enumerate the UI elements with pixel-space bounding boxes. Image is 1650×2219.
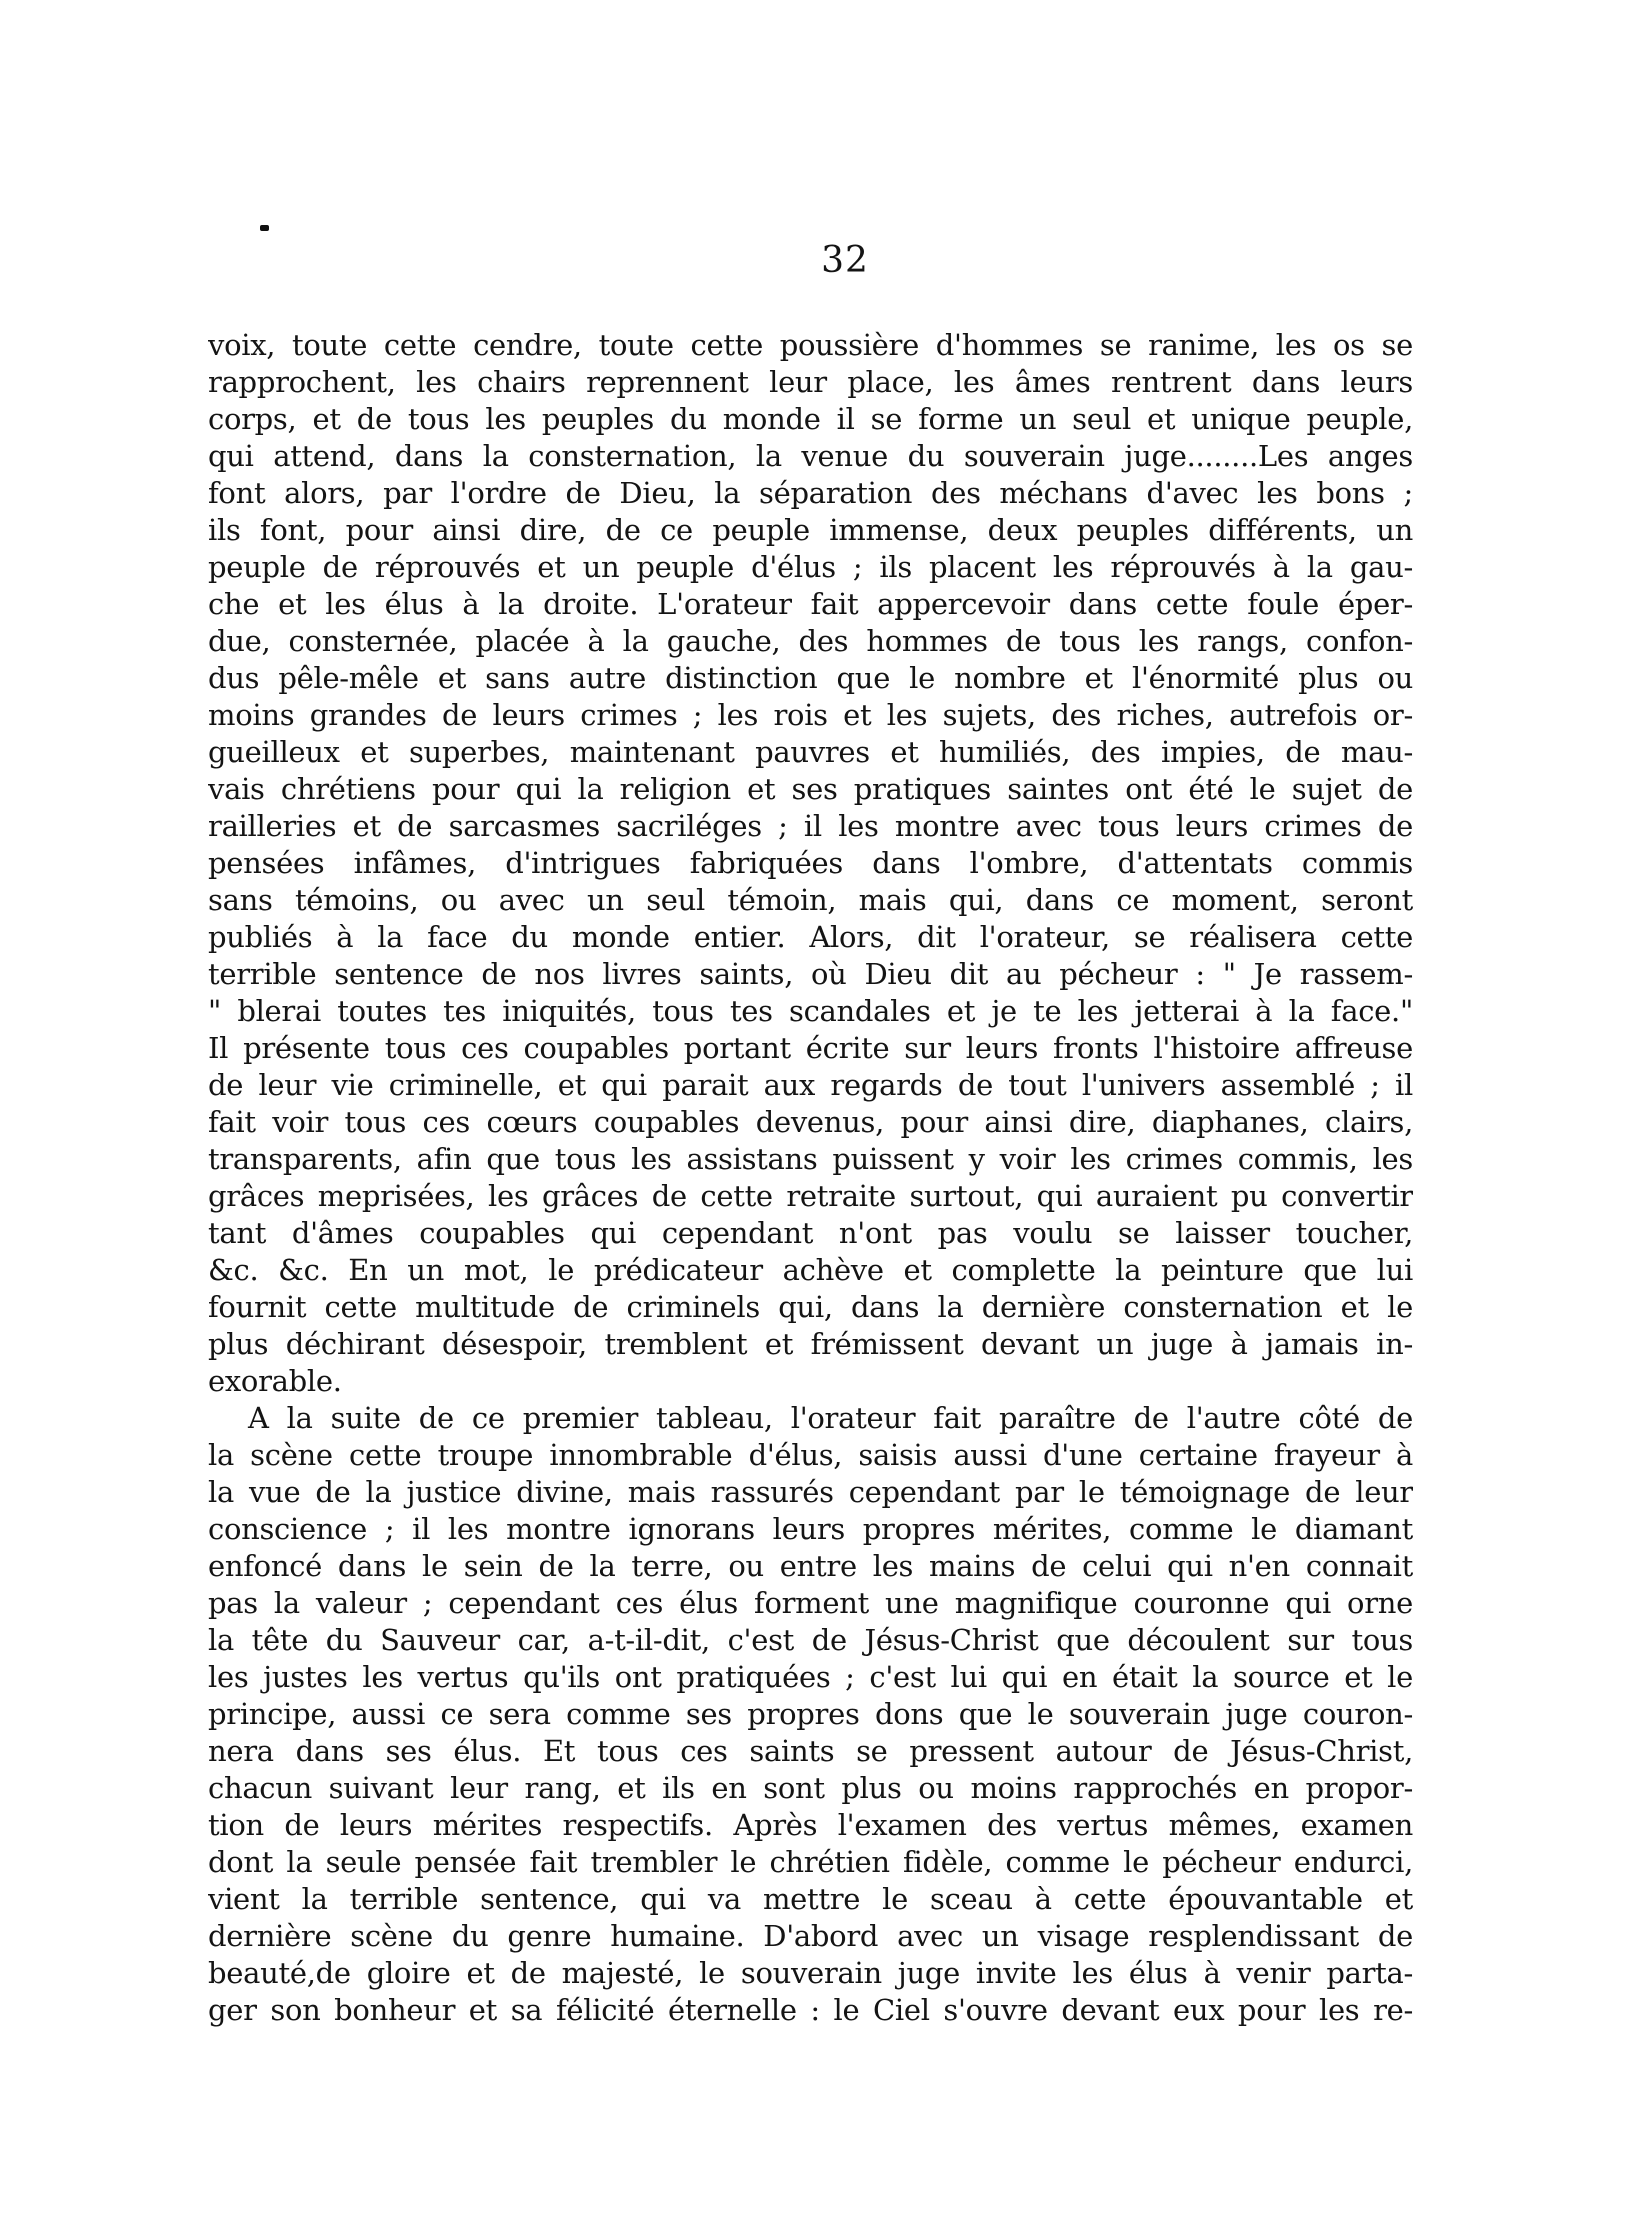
- text-line: la scène cette troupe innombrable d'élus, saisis aussi d'une certaine frayeur à: [208, 1438, 1413, 1472]
- ink-mark: [260, 225, 269, 231]
- text-line: dernière scène du genre humaine. D'abord avec un visage resplendissant de: [208, 1919, 1413, 1953]
- text-line: peuple de réprouvés et un peuple d'élus ; ils placent les réprouvés à la gau-: [208, 550, 1413, 584]
- page-number: 32: [821, 240, 869, 281]
- text-line: moins grandes de leurs crimes ; les rois et les sujets, des riches, autrefois or-: [208, 698, 1413, 732]
- text-line: gueilleux et superbes, maintenant pauvres et humiliés, des impies, de mau-: [208, 735, 1413, 769]
- text-line: voix, toute cette cendre, toute cette poussière d'hommes se ranime, les os se: [208, 328, 1413, 362]
- text-line: A la suite de ce premier tableau, l'orateur fait paraître de l'autre côté de: [248, 1401, 1413, 1435]
- text-line: enfoncé dans le sein de la terre, ou entre les mains de celui qui n'en connait: [208, 1549, 1413, 1583]
- text-line: &c. &c. En un mot, le prédicateur achève et complette la peinture que lui: [208, 1253, 1413, 1287]
- text-line: Il présente tous ces coupables portant écrite sur leurs fronts l'histoire affreuse: [208, 1031, 1413, 1065]
- text-line: nera dans ses élus. Et tous ces saints se pressent autour de Jésus-Christ,: [208, 1734, 1413, 1768]
- text-line: railleries et de sarcasmes sacriléges ; il les montre avec tous leurs crimes de: [208, 809, 1413, 843]
- text-line: che et les élus à la droite. L'orateur fait appercevoir dans cette foule éper-: [208, 587, 1413, 621]
- text-line: qui attend, dans la consternation, la venue du souverain juge........Les anges: [208, 439, 1413, 473]
- text-line: tion de leurs mérites respectifs. Après l'examen des vertus mêmes, examen: [208, 1808, 1413, 1842]
- paragraph: [208, 327, 1413, 1400]
- text-line: ils font, pour ainsi dire, de ce peuple immense, deux peuples différents, un: [208, 513, 1413, 547]
- text-line: transparents, afin que tous les assistans puissent y voir les crimes commis, les: [208, 1142, 1413, 1176]
- body-text: [208, 327, 1413, 2029]
- paragraph: [208, 1400, 1413, 2029]
- text-line: plus déchirant désespoir, tremblent et frémissent devant un juge à jamais in-: [208, 1327, 1413, 1361]
- text-line: la vue de la justice divine, mais rassurés cependant par le témoignage de leur: [208, 1475, 1413, 1509]
- text-line: fait voir tous ces cœurs coupables devenus, pour ainsi dire, diaphanes, clairs,: [208, 1105, 1413, 1139]
- text-line: dus pêle-mêle et sans autre distinction que le nombre et l'énormité plus ou: [208, 661, 1413, 695]
- text-line: due, consternée, placée à la gauche, des hommes de tous les rangs, confon-: [208, 624, 1413, 658]
- text-line: principe, aussi ce sera comme ses propres dons que le souverain juge couron-: [208, 1697, 1413, 1731]
- text-line: exorable.: [208, 1364, 342, 1398]
- text-line: tant d'âmes coupables qui cependant n'ont pas voulu se laisser toucher,: [208, 1216, 1413, 1250]
- text-line: la tête du Sauveur car, a-t-il-dit, c'est de Jésus-Christ que découlent sur tous: [208, 1623, 1413, 1657]
- text-line: " blerai toutes tes iniquités, tous tes scandales et je te les jetterai à la face.": [208, 994, 1413, 1028]
- text-line: grâces meprisées, les grâces de cette retraite surtout, qui auraient pu convertir: [208, 1179, 1413, 1213]
- text-line: pas la valeur ; cependant ces élus forment une magnifique couronne qui orne: [208, 1586, 1413, 1620]
- text-line: ger son bonheur et sa félicité éternelle : le Ciel s'ouvre devant eux pour les re-: [208, 1993, 1413, 2027]
- text-line: sans témoins, ou avec un seul témoin, mais qui, dans ce moment, seront: [208, 883, 1413, 917]
- text-line: terrible sentence de nos livres saints, où Dieu dit au pécheur : " Je rassem-: [208, 957, 1413, 991]
- text-line: corps, et de tous les peuples du monde il se forme un seul et unique peuple,: [208, 402, 1413, 436]
- text-line: de leur vie criminelle, et qui parait aux regards de tout l'univers assemblé ; il: [208, 1068, 1413, 1102]
- text-line: font alors, par l'ordre de Dieu, la séparation des méchans d'avec les bons ;: [208, 476, 1413, 510]
- text-line: vais chrétiens pour qui la religion et ses pratiques saintes ont été le sujet de: [208, 772, 1413, 806]
- text-line: les justes les vertus qu'ils ont pratiquées ; c'est lui qui en était la source et le: [208, 1660, 1413, 1694]
- text-line: fournit cette multitude de criminels qui, dans la dernière consternation et le: [208, 1290, 1413, 1324]
- text-line: chacun suivant leur rang, et ils en sont plus ou moins rapprochés en propor-: [208, 1771, 1413, 1805]
- text-line: publiés à la face du monde entier. Alors, dit l'orateur, se réalisera cette: [208, 920, 1413, 954]
- text-line: rapprochent, les chairs reprennent leur place, les âmes rentrent dans leurs: [208, 365, 1413, 399]
- text-line: beauté,de gloire et de majesté, le souverain juge invite les élus à venir parta-: [208, 1956, 1413, 1990]
- text-line: vient la terrible sentence, qui va mettre le sceau à cette épouvantable et: [208, 1882, 1413, 1916]
- text-line: conscience ; il les montre ignorans leurs propres mérites, comme le diamant: [208, 1512, 1413, 1546]
- text-line: pensées infâmes, d'intrigues fabriquées dans l'ombre, d'attentats commis: [208, 846, 1413, 880]
- text-line: dont la seule pensée fait trembler le chrétien fidèle, comme le pécheur endurci,: [208, 1845, 1413, 1879]
